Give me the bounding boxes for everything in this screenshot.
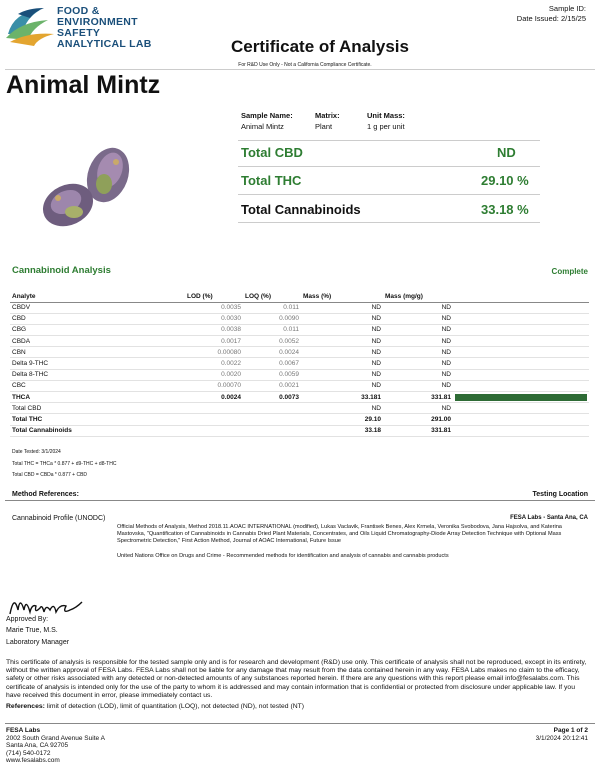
cell-loq: 0.011 [243, 324, 301, 335]
cell-analyte: Delta 9-THC [10, 358, 155, 369]
approver-role: Laboratory Manager [6, 639, 70, 646]
page-title: Certificate of Analysis [231, 37, 409, 56]
cell-mass-pct: ND [301, 347, 383, 358]
references-text: limit of detection (LOD), limit of quantitation (LOQ), not detected (ND), not tested (NT) [46, 703, 305, 710]
cell-loq: 0.0067 [243, 358, 301, 369]
thca-bar [455, 394, 587, 401]
cell-mass-mg: 331.81 [383, 425, 453, 436]
table-row [10, 392, 589, 403]
cell-lod: 0.0030 [185, 313, 243, 324]
cell-analyte: CBN [10, 347, 155, 358]
table-row [10, 380, 589, 391]
cell-analyte: CBDA [10, 336, 155, 347]
cell-lod: 0.00080 [185, 347, 243, 358]
cell-mass-mg: ND [383, 358, 453, 369]
footer-address-1: 2002 South Grand Avenue Suite A [6, 734, 105, 742]
formula-thc: Total THC = THCa * 0.877 + d9-THC + d8-THC [12, 461, 117, 467]
footer-phone: (714) 540-0172 [6, 749, 51, 757]
cell-mass-pct: ND [301, 336, 383, 347]
footer-web[interactable]: www.fesalabs.com [6, 757, 60, 764]
table-header-row [10, 291, 589, 302]
sample-name-value: Animal Mintz [241, 122, 284, 131]
cell-mass-pct: ND [301, 403, 383, 414]
total-thc-label: Total THC [241, 173, 302, 188]
cell-loq: 0.0090 [243, 313, 301, 324]
table-row [10, 414, 589, 425]
sample-name-label: Sample Name: [241, 111, 293, 120]
date-tested: Date Tested: 3/1/2024 [12, 449, 61, 455]
cell-lod: 0.0020 [185, 369, 243, 380]
table-row [10, 347, 589, 358]
total-thc-value: 29.10 % [481, 173, 529, 188]
logo-line: ENVIRONMENT [57, 16, 138, 28]
cell-loq: 0.011 [243, 302, 301, 313]
testing-location: FESA Labs - Santa Ana, CA [510, 515, 588, 521]
sample-id-block [517, 4, 586, 24]
cell-analyte: Total CBD [10, 403, 155, 414]
cell-mass-pct: ND [301, 380, 383, 391]
cell-lod: 0.0024 [185, 392, 243, 403]
cell-mass-mg: 291.00 [383, 414, 453, 425]
cell-analyte: CBG [10, 324, 155, 335]
unit-mass-value: 1 g per unit [367, 122, 405, 131]
rd-note: For R&D Use Only - Not a California Compliance Certificate. [238, 62, 372, 68]
cell-mass-pct: 29.10 [301, 414, 383, 425]
cell-analyte: CBDV [10, 302, 155, 313]
divider [238, 194, 540, 195]
cell-mass-pct: ND [301, 358, 383, 369]
footer-address [6, 727, 105, 765]
status-badge: Complete [551, 267, 588, 276]
cell-mass-pct: ND [301, 313, 383, 324]
table-row [10, 302, 589, 313]
cell-loq: 0.0059 [243, 369, 301, 380]
column-header: Mass (mg/g) [383, 291, 453, 302]
date-issued: Date Issued: 2/15/25 [516, 14, 586, 23]
table-row [10, 425, 589, 436]
cell-loq: 0.0024 [243, 347, 301, 358]
product-image [38, 140, 138, 235]
total-cannabinoids-value: 33.18 % [481, 202, 529, 217]
logo-line: SAFETY [57, 27, 101, 39]
footer-company: FESA Labs [6, 727, 41, 734]
cell-analyte: Delta 8-THC [10, 369, 155, 380]
cell-mass-mg: ND [383, 313, 453, 324]
divider [5, 500, 595, 501]
cell-analyte: THCA [10, 392, 155, 403]
column-header: LOD (%) [185, 291, 243, 302]
divider [238, 222, 540, 223]
cell-mass-pct: 33.181 [301, 392, 383, 403]
cell-mass-mg: ND [383, 324, 453, 335]
column-header: Analyte [10, 291, 155, 302]
cell-mass-mg: ND [383, 347, 453, 358]
cell-mass-pct: ND [301, 324, 383, 335]
cell-analyte: CBD [10, 313, 155, 324]
footer-page-info [536, 727, 588, 743]
method-references-header: Method References: [12, 491, 79, 498]
cell-loq: 0.0021 [243, 380, 301, 391]
divider [238, 140, 540, 141]
cell-lod: 0.0035 [185, 302, 243, 313]
cell-mass-mg: ND [383, 403, 453, 414]
section-title: Cannabinoid Analysis [12, 265, 111, 276]
table-row [10, 403, 589, 414]
cell-mass-mg: ND [383, 336, 453, 347]
formula-cbd: Total CBD = CBDa * 0.877 + CBD [12, 472, 88, 478]
table-row [10, 369, 589, 380]
table-row [10, 313, 589, 324]
total-cbd-label: Total CBD [241, 145, 303, 160]
divider [5, 69, 595, 70]
cell-lod: 0.00070 [185, 380, 243, 391]
cell-analyte: CBC [10, 380, 155, 391]
cell-analyte: Total Cannabinoids [10, 425, 155, 436]
cannabinoid-table [10, 291, 589, 437]
total-cbd-value: ND [497, 145, 516, 160]
sample-id-label: Sample ID: [548, 4, 586, 13]
total-cannabinoids-label: Total Cannabinoids [241, 202, 361, 217]
cell-mass-mg: ND [383, 369, 453, 380]
footer-address-2: Santa Ana, CA 92705 [6, 742, 69, 749]
cell-loq: 0.0052 [243, 336, 301, 347]
approver-name: Marie True, M.S. [6, 627, 58, 634]
cannabis-bud-icon [38, 140, 138, 235]
method-profile: Cannabinoid Profile (UNODC) [12, 515, 106, 522]
cell-mass-mg: ND [383, 380, 453, 391]
references-label: References: [6, 703, 45, 710]
unit-mass-label: Unit Mass: [367, 111, 405, 120]
references-line [6, 703, 590, 711]
disclaimer: This certificate of analysis is responsible for the tested sample only and is for research and development (R&D) use only. This certificate of analysis shall not be reproduced, except in its entirety, without the written approval of FESA Labs. FESA Labs shall not be liable for any damage that may result from the data contained herein in any way. FESA Labs makes no claim to the efficacy, safety or other risks associated with any detected or non-detected amounts of any substances reported herein. If there are any questions with this report please email info@fesalabs.com. This certificate of analysis is intended only for the use of the party to whom it is addressed and may contain information that is confidential or protected from disclosure under applicable law. If you have received this document in error, please immediately contact us. [6, 659, 587, 699]
cell-mass-pct: 33.18 [301, 425, 383, 436]
divider [238, 166, 540, 167]
cell-mass-mg: ND [383, 302, 453, 313]
divider [5, 723, 595, 724]
cell-mass-pct: ND [301, 369, 383, 380]
logo-line: FOOD & [57, 5, 100, 17]
testing-location-header: Testing Location [532, 491, 588, 498]
cell-mass-mg: 331.81 [383, 392, 453, 403]
cell-lod: 0.0022 [185, 358, 243, 369]
footer-timestamp: 3/1/2024 20:12:41 [535, 735, 588, 742]
method-reference-1: Official Methods of Analysis, Method 2018.11.AOAC INTERNATIONAL (modified), Lukas Vaclavik, Frantisek Benes, Alex Krmela, Veronika Svobodova, Jana Hajsolva, and Katerina Mastovska, "Quantification of Cannabinoids in Cannabis Dried Plant Materials, Concentrates, and Oils Liquid Chromatography-Diode Array Detection Technique with Optional Mass Spectrometric Detection," First Action Method, Journal of AOAC International, Future Issue [117, 524, 562, 544]
page-number: Page 1 of 2 [553, 727, 588, 734]
table-row [10, 324, 589, 335]
column-header: LOQ (%) [243, 291, 301, 302]
cell-mass-pct: ND [301, 302, 383, 313]
table-row [10, 336, 589, 347]
logo-line: ANALYTICAL LAB [57, 38, 152, 50]
cell-lod: 0.0038 [185, 324, 243, 335]
table-row [10, 358, 589, 369]
method-reference-2: United Nations Office on Drugs and Crime - Recommended methods for identification and analysis of cannabis and cannabis products [117, 553, 449, 559]
matrix-value: Plant [315, 122, 333, 131]
cell-loq: 0.0073 [243, 392, 301, 403]
product-name: Animal Mintz [6, 71, 161, 99]
approved-by-label: Approved By: [6, 616, 49, 623]
signature-icon [8, 592, 88, 618]
column-header: Mass (%) [301, 291, 383, 302]
matrix-label: Matrix: [315, 111, 340, 120]
cell-analyte: Total THC [10, 414, 155, 425]
cell-lod: 0.0017 [185, 336, 243, 347]
